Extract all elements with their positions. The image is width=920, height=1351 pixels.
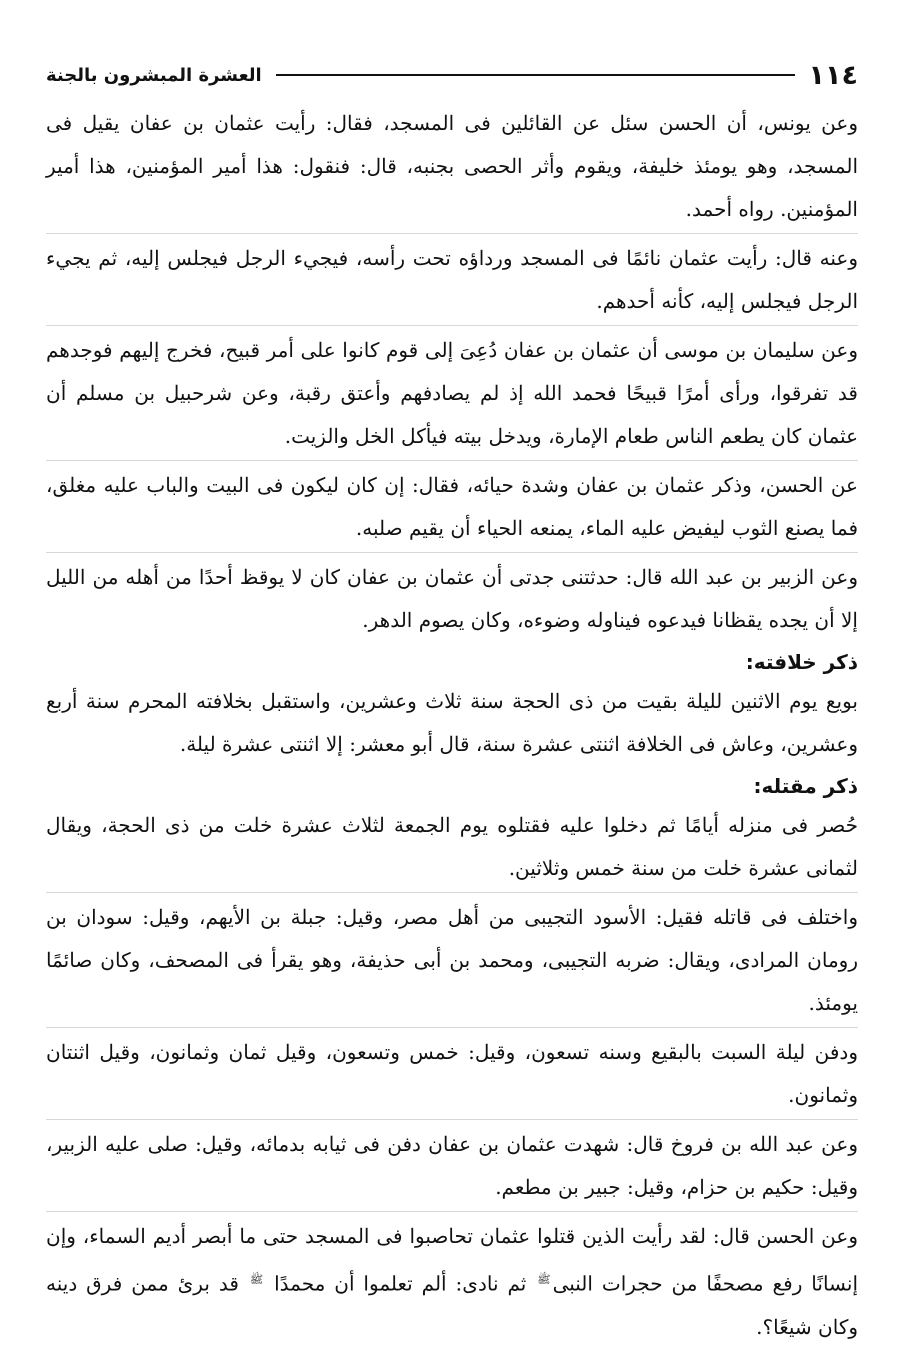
honorific-mark: ﷺ <box>537 1273 551 1286</box>
section-heading-death: ذكر مقتله: <box>753 774 858 798</box>
paragraph: حُصر فى منزله أيامًا ثم دخلوا عليه فقتلوه يوم الجمعة لثلاث عشرة خلت من ذى الحجة، ويقال لثمانى عشرة خلت من سنة خمس وثلاثين. <box>46 804 858 893</box>
honorific-mark: ﷺ <box>249 1273 264 1286</box>
running-title: العشرة المبشرون بالجنة <box>46 64 262 86</box>
paragraph: وعنه قال: رأيت عثمان نائمًا فى المسجد ورداؤه تحت رأسه، فيجيء الرجل فيجلس إليه، ثم يجيء الرجل فيجلس إليه، كأنه أحدهم. <box>46 237 858 326</box>
page-header <box>46 58 858 92</box>
paragraph: وعن عبد الله بن فروخ قال: شهدت عثمان بن عفان دفن فى ثيابه بدمائه، وقيل: صلى عليه الزبير، وقيل: حكيم بن حزام، وقيل: جبير بن مطعم. <box>46 1123 858 1212</box>
page-number: ١١٤ <box>808 59 858 91</box>
paragraph: وعن سليمان بن موسى أن عثمان بن عفان دُعِىَ إلى قوم كانوا على أمر قبيح، فخرج إليهم فوجدهم قد تفرقوا، ورأى أمرًا قبيحًا فحمد الله إذ لم يصادفهم وأعتق رقبة، وعن شرحبيل بن مسلم أن عثمان كان يطعم الناس طعام الإمارة، ويدخل بيته فيأكل الخل والزيت. <box>46 329 858 461</box>
paragraph: وعن الزبير بن عبد الله قال: حدثتنى جدتى أن عثمان بن عفان كان لا يوقظ أحدًا من أهله من الليل إلا أن يجده يقظانا فيدعوه فيناوله وضوءه، وكان يصوم الدهر. <box>46 565 858 632</box>
paragraph: واختلف فى قاتله فقيل: الأسود التجيبى من أهل مصر، وقيل: جبلة بن الأيهم، وقيل: سودان بن رومان المرادى، ويقال: ضربه التجيبى، ومحمد بن أبى حذيفة، وهو يقرأ فى المصحف، وكان صائمًا يومئذ. <box>46 896 858 1028</box>
header-rule <box>276 74 795 76</box>
section-heading-caliphate: ذكر خلافته: <box>745 650 858 674</box>
paragraph: ودفن ليلة السبت بالبقيع وسنه تسعون، وقيل: خمس وتسعون، وقيل ثمان وثمانون، وقيل اثنتان وثمانون. <box>46 1031 858 1120</box>
paragraph: بويع يوم الاثنين لليلة بقيت من ذى الحجة سنة ثلاث وعشرين، واستقبل بخلافته المحرم سنة أربع وعشرين، وعاش فى الخلافة اثنتى عشرة سنة، قال أبو معشر: إلا اثنتى عشرة ليلة. <box>46 689 858 756</box>
paragraph: عن الحسن، وذكر عثمان بن عفان وشدة حيائه، فقال: إن كان ليكون فى البيت والباب عليه مغلق، فما يصنع الثوب ليفيض عليه الماء، يمنعه الحياء أن يقيم صلبه. <box>46 464 858 553</box>
paragraph-last: وعن الحسن قال: لقد رأيت الذين قتلوا عثمان تحاصبوا فى المسجد حتى ما أبصر أديم السماء، وإن إنسانًا رفع مصحفًا من حجرات النبى$^ﷺ$ ثم نادى: ألم تعلموا أن محمدًا $^ﷺ$ قد برئ ممن فرق دينه وكان شيعًا؟. <box>46 1224 859 1339</box>
paragraph: وعن يونس، أن الحسن سئل عن القائلين فى المسجد، فقال: رأيت عثمان بن عفان يقيل فى المسجد، وهو يومئذ خليفة، ويقوم وأثر الحصى بجنبه، قال: فنقول: هذا أمير المؤمنين، هذا أمير المؤمنين. رواه أحمد. <box>46 102 858 234</box>
